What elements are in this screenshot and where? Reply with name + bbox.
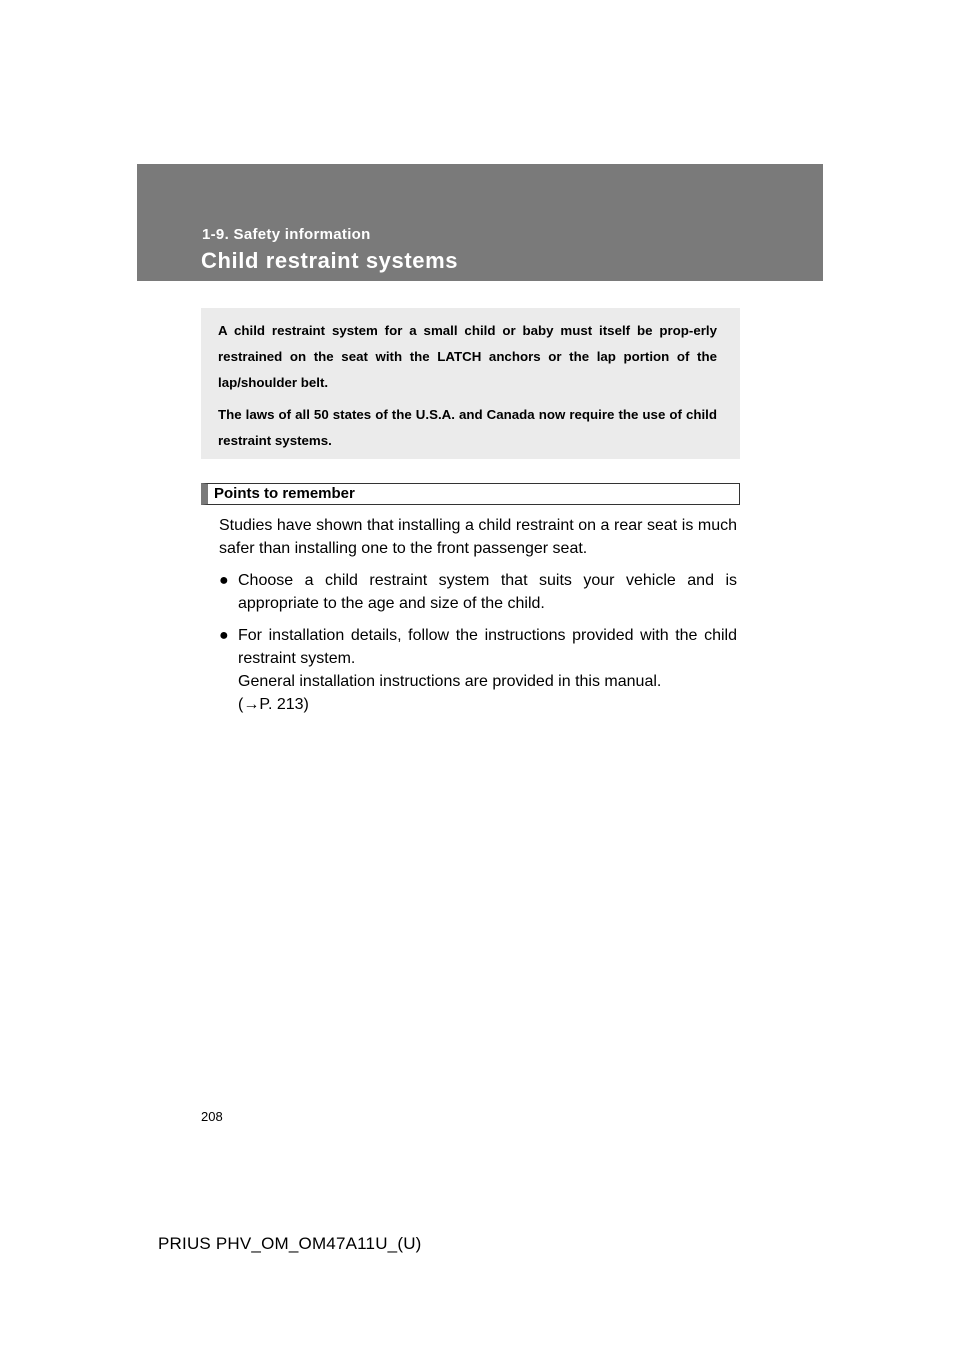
document-code: PRIUS PHV_OM_OM47A11U_(U) [158,1234,422,1253]
bullet-line: General installation instructions are provided in this manual. [238,673,662,690]
section-label: 1-9. Safety information [202,226,371,243]
header-band [137,164,823,281]
intro-paragraph: The laws of all 50 states of the U.S.A. and Canada now require the use of child restraint systems. [218,407,717,448]
bullet-text: Choose a child restraint system that suits your vehicle and is appropriate to the age and size of the child. [238,572,737,612]
section-heading: Points to remember [201,483,740,505]
list-item [219,624,737,716]
bullet-icon: ● [219,572,229,589]
bullet-text: For installation details, follow the instructions provided with the child restraint system. [238,627,737,667]
page-number: 208 [201,1109,223,1124]
list-item [219,569,737,615]
page-reference-link[interactable]: (→P. 213) [238,696,309,713]
intro-box [201,308,740,459]
bullet-icon: ● [219,627,229,644]
body-paragraph: Studies have shown that installing a child restraint on a rear seat is much safer than installing one to the front passenger seat. [219,517,737,557]
section-body [219,514,737,725]
page-title: Child restraint systems [201,248,459,273]
intro-paragraph: A child restraint system for a small child or baby must itself be prop-erly restrained on the seat with the LATCH anchors or the lap portion of the lap/shoulder belt. [218,323,717,390]
